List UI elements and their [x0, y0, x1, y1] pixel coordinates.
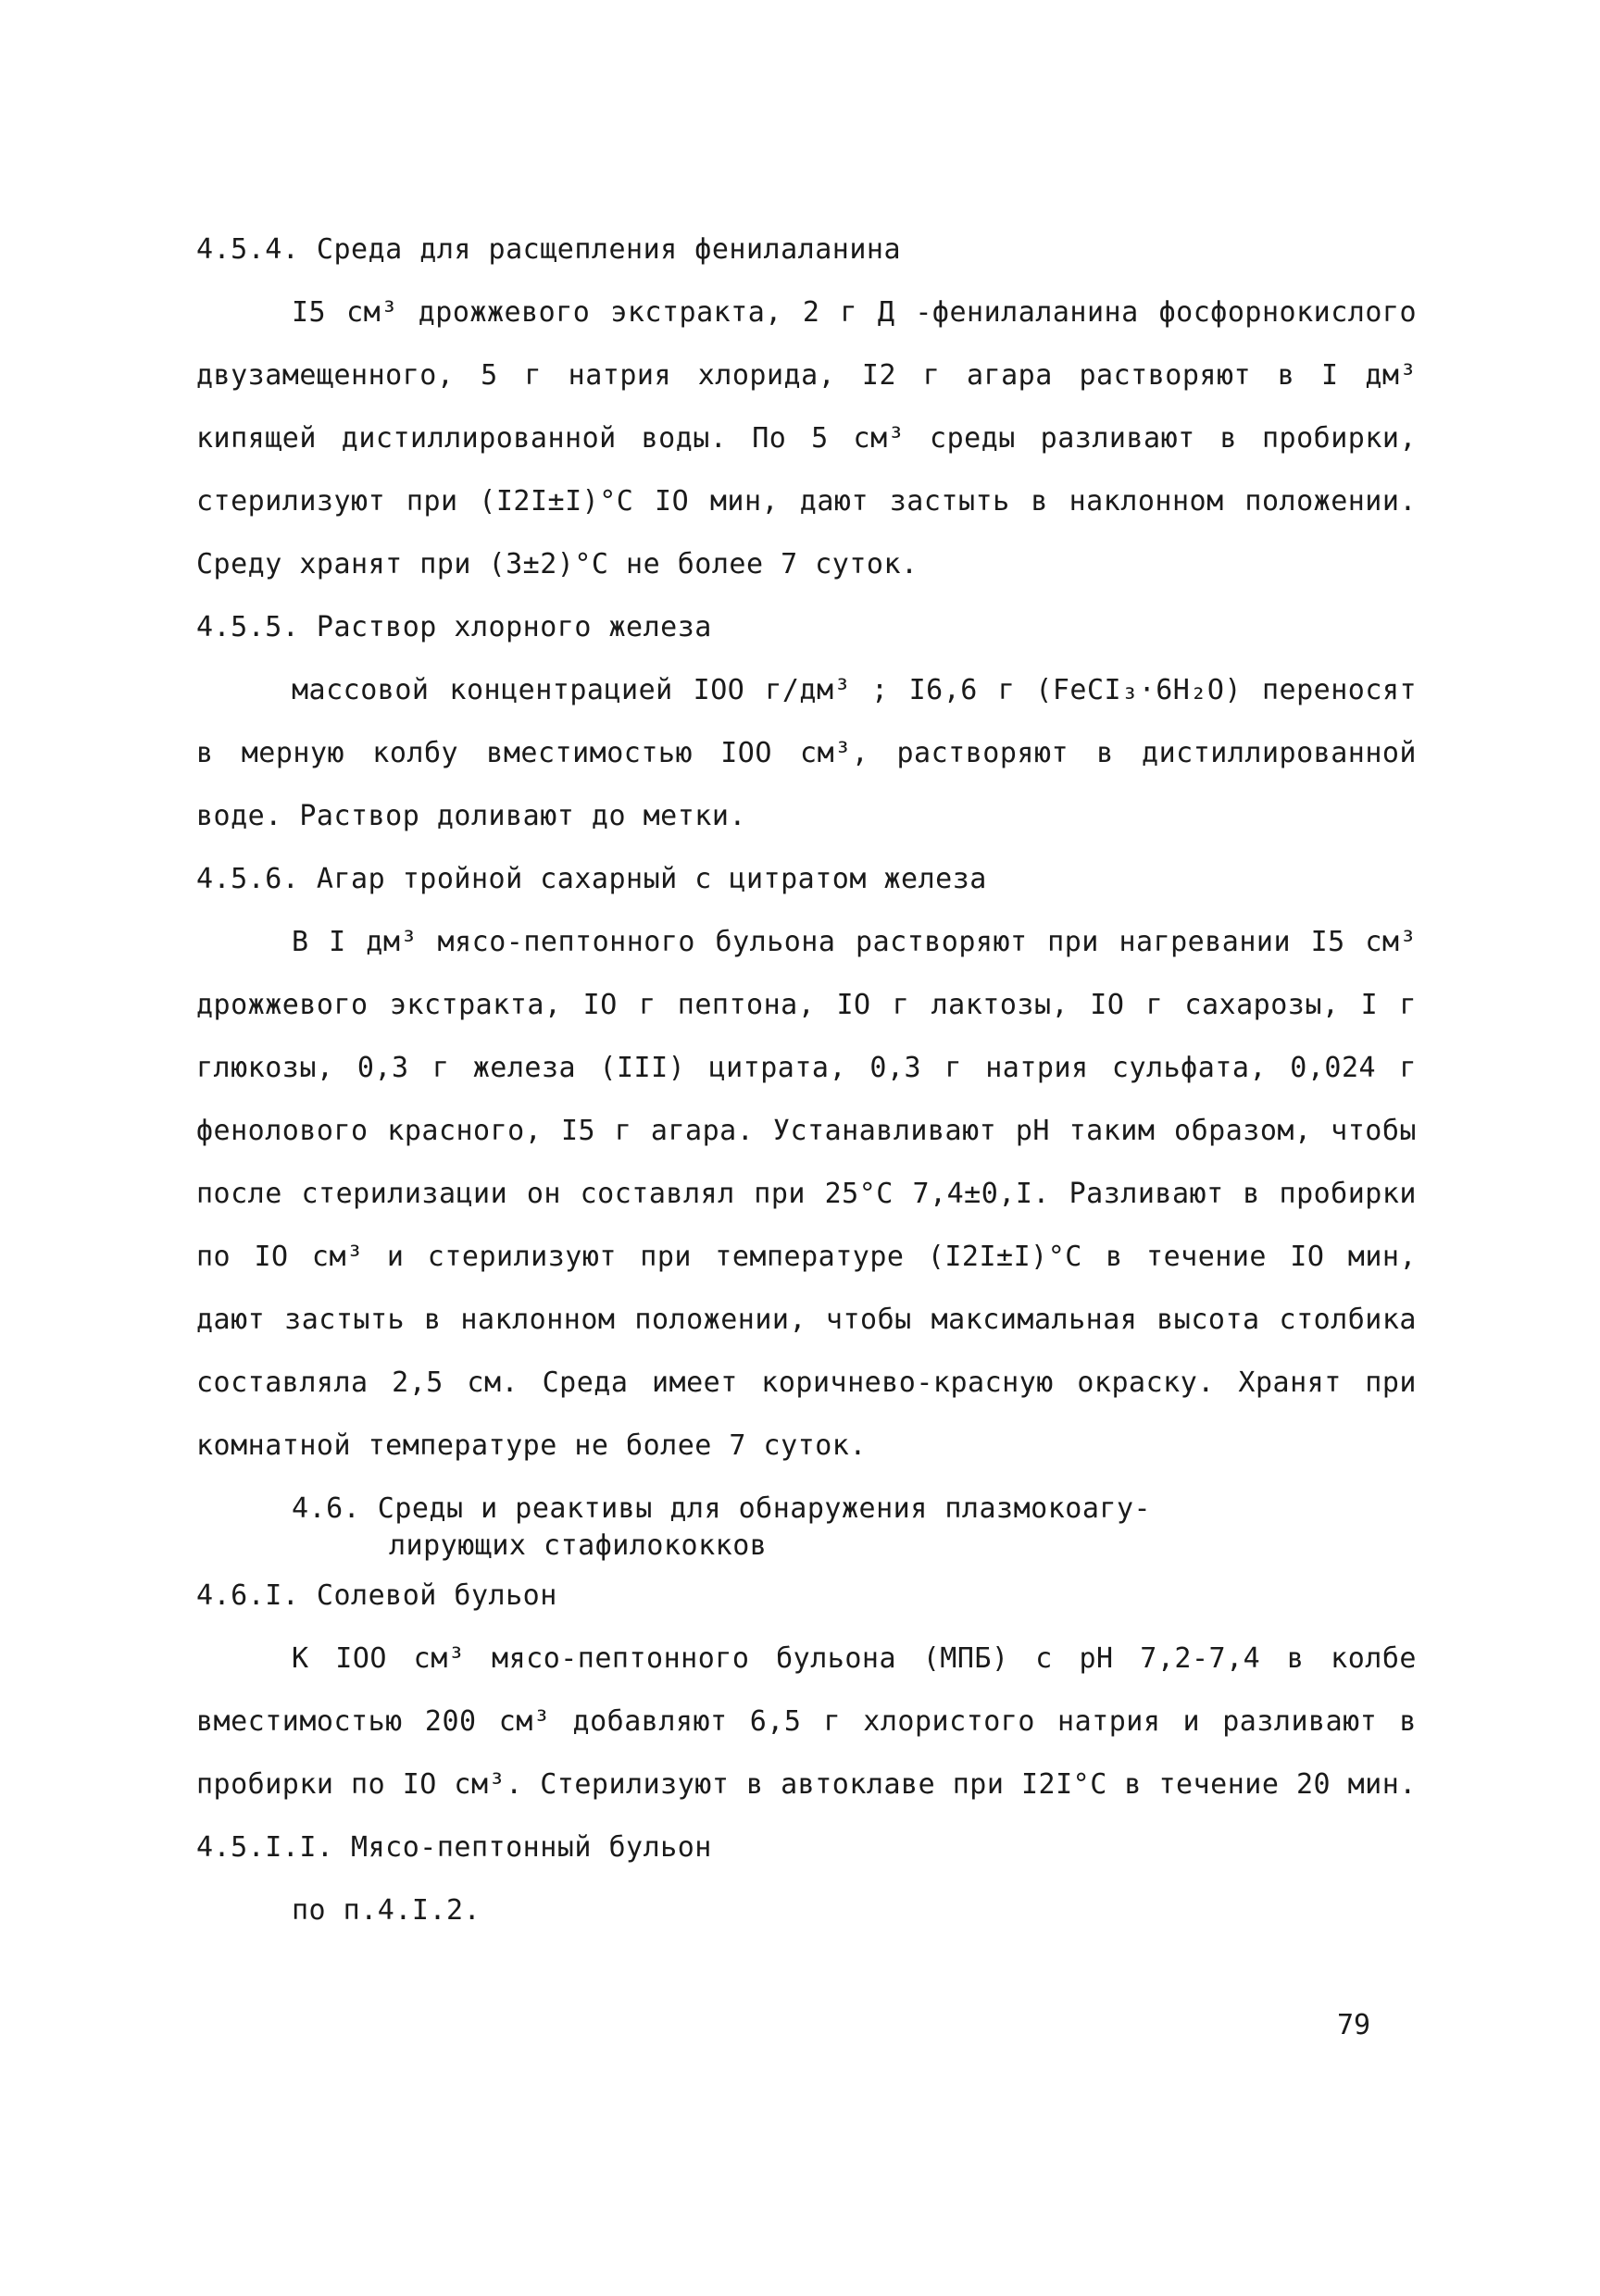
heading-4-5-4: 4.5.4. Среда для расщепления фенилаланина [196, 233, 902, 266]
heading-4-5-5: 4.5.5. Раствор хлорного железа [196, 611, 712, 643]
heading-4-6-1: 4.6.I. Солевой бульон [196, 1579, 557, 1612]
paragraph-phenylalanine-medium: I5 см³ дрожжевого экстракта, 2 г Д -фенилаланина фосфорнокислого двузамещенного, 5 г натрия хлорида, I2 г агара растворяют в I дм³ кипящей дистиллированной воды. По 5 см³ среды разливают в пробирки, стерилизуют при (I2I±I)°С IО мин, дают застыть в наклонном положении. Среду хранят при (3±2)°С не более 7 суток. [196, 296, 1434, 580]
section-heading-line-1: 4.6. Среды и реактивы для обнаружения плазмокоагу- [292, 1492, 1152, 1525]
section-heading-line-2: лирующих стафилококков [389, 1529, 768, 1562]
reference-line: по п.4.I.2. [292, 1894, 481, 1927]
document-body [196, 218, 1434, 1942]
heading-4-5-6: 4.5.6. Агар тройной сахарный с цитратом железа [196, 863, 987, 895]
section-heading-4-6 [292, 1491, 1417, 1565]
heading-4-5-1-1: 4.5.I.I. Мясо-пептонный бульон [196, 1831, 712, 1864]
paragraph-ferric-chloride: массовой концентрацией IOO г/дм³ ; I6,6 г (FeCI₃·6H₂O) переносят в мерную колбу вместимостью IOO см³, растворяют в дистиллированной воде. Раствор доливают до метки. [196, 674, 1434, 832]
paragraph-triple-sugar-agar: В I дм³ мясо-пептонного бульона растворяют при нагревании I5 см³ дрожжевого экстракта, IO г пептона, IO г лактозы, IO г сахарозы, I г глюкозы, 0,3 г железа (III) цитрата, 0,3 г натрия сульфата, 0,024 г фенолового красного, I5 г агара. Устанавливают рН таким образом, чтобы после стерилизации он составлял при 25°С 7,4±0,I. Разливают в пробирки по IO см³ и стерилизуют при температуре (I2I±I)°С в течение IO мин, дают застыть в наклонном положении, чтобы максимальная высота столбика составляла 2,5 см. Среда имеет коричнево-красную окраску. Хранят при комнатной температуре не более 7 суток. [196, 926, 1434, 1462]
page-number: 79 [1337, 2009, 1371, 2041]
paragraph-salt-broth: К IOO см³ мясо-пептонного бульона (МПБ) с рН 7,2-7,4 в колбе вместимостью 200 см³ добавляют 6,5 г хлористого натрия и разливают в пробирки по IO см³. Стерилизуют в автоклаве при I2I°С в течение 20 мин. [196, 1642, 1434, 1801]
